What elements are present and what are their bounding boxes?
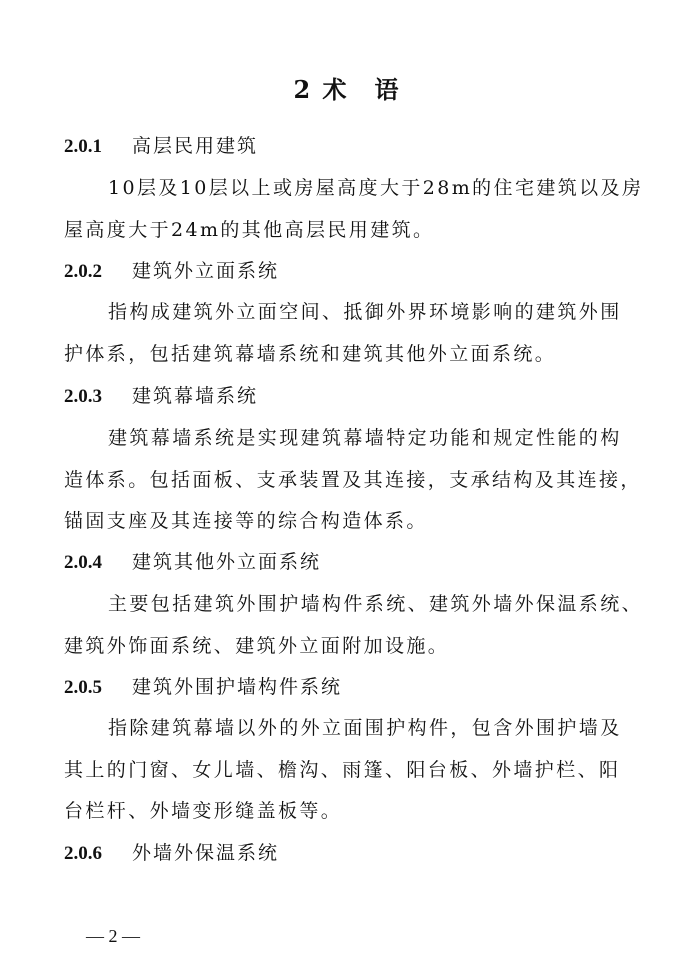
term-name: 建筑其他外立面系统 — [132, 551, 322, 573]
definition-line: 建筑外饰面系统、建筑外立面附加设施。 — [64, 634, 450, 657]
term-name: 建筑外围护墙构件系统 — [132, 676, 343, 698]
definition-line: 造体系。包括面板、支承装置及其连接，支承结构及其连接， — [64, 468, 642, 491]
term-heading-2-0-5 — [64, 673, 342, 702]
term-definition-2-0-1 — [64, 174, 644, 257]
term-number: 2.0.3 — [64, 386, 102, 407]
term-number: 2.0.6 — [64, 843, 102, 864]
term-definition-2-0-3 — [64, 424, 644, 549]
term-definition-2-0-4 — [64, 590, 644, 673]
term-heading-2-0-2 — [64, 257, 279, 286]
term-number: 2.0.2 — [64, 261, 102, 282]
definition-line: 屋高度大于24m的其他高层民用建筑。 — [64, 218, 435, 241]
term-name: 建筑外立面系统 — [132, 260, 280, 282]
term-number: 2.0.1 — [64, 136, 102, 157]
definition-line: 主要包括建筑外围护墙构件系统、建筑外墙外保温系统、 — [108, 593, 644, 615]
term-definition-2-0-5 — [64, 714, 644, 839]
term-heading-2-0-3 — [64, 382, 258, 411]
term-heading-2-0-6 — [64, 839, 279, 868]
definition-line: 其上的门窗、女儿墙、檐沟、雨篷、阳台板、外墙护栏、阳 — [64, 758, 621, 781]
definition-line: 指构成建筑外立面空间、抵御外界环境影响的建筑外围 — [108, 301, 622, 323]
term-name: 外墙外保温系统 — [132, 842, 280, 864]
term-name: 高层民用建筑 — [132, 135, 259, 157]
term-definition-2-0-2 — [64, 298, 644, 381]
term-number: 2.0.4 — [64, 552, 102, 573]
definition-line: 指除建筑幕墙以外的外立面围护构件，包含外围护墙及 — [108, 717, 622, 739]
definition-line: 护体系，包括建筑幕墙系统和建筑其他外立面系统。 — [64, 342, 557, 365]
term-number: 2.0.5 — [64, 677, 102, 698]
term-heading-2-0-1 — [64, 132, 258, 161]
definition-line: 锚固支座及其连接等的综合构造体系。 — [64, 510, 428, 532]
term-name: 建筑幕墙系统 — [132, 385, 259, 407]
definition-line: 建筑幕墙系统是实现建筑幕墙特定功能和规定性能的构 — [108, 427, 622, 449]
chapter-title: 2 术 语 — [293, 75, 401, 104]
definition-line: 10层及10层以上或房屋高度大于28m的住宅建筑以及房 — [108, 177, 644, 199]
page-number: — 2 — — [86, 926, 140, 946]
definition-line: 台栏杆、外墙变形缝盖板等。 — [64, 800, 343, 822]
term-heading-2-0-4 — [64, 548, 321, 577]
